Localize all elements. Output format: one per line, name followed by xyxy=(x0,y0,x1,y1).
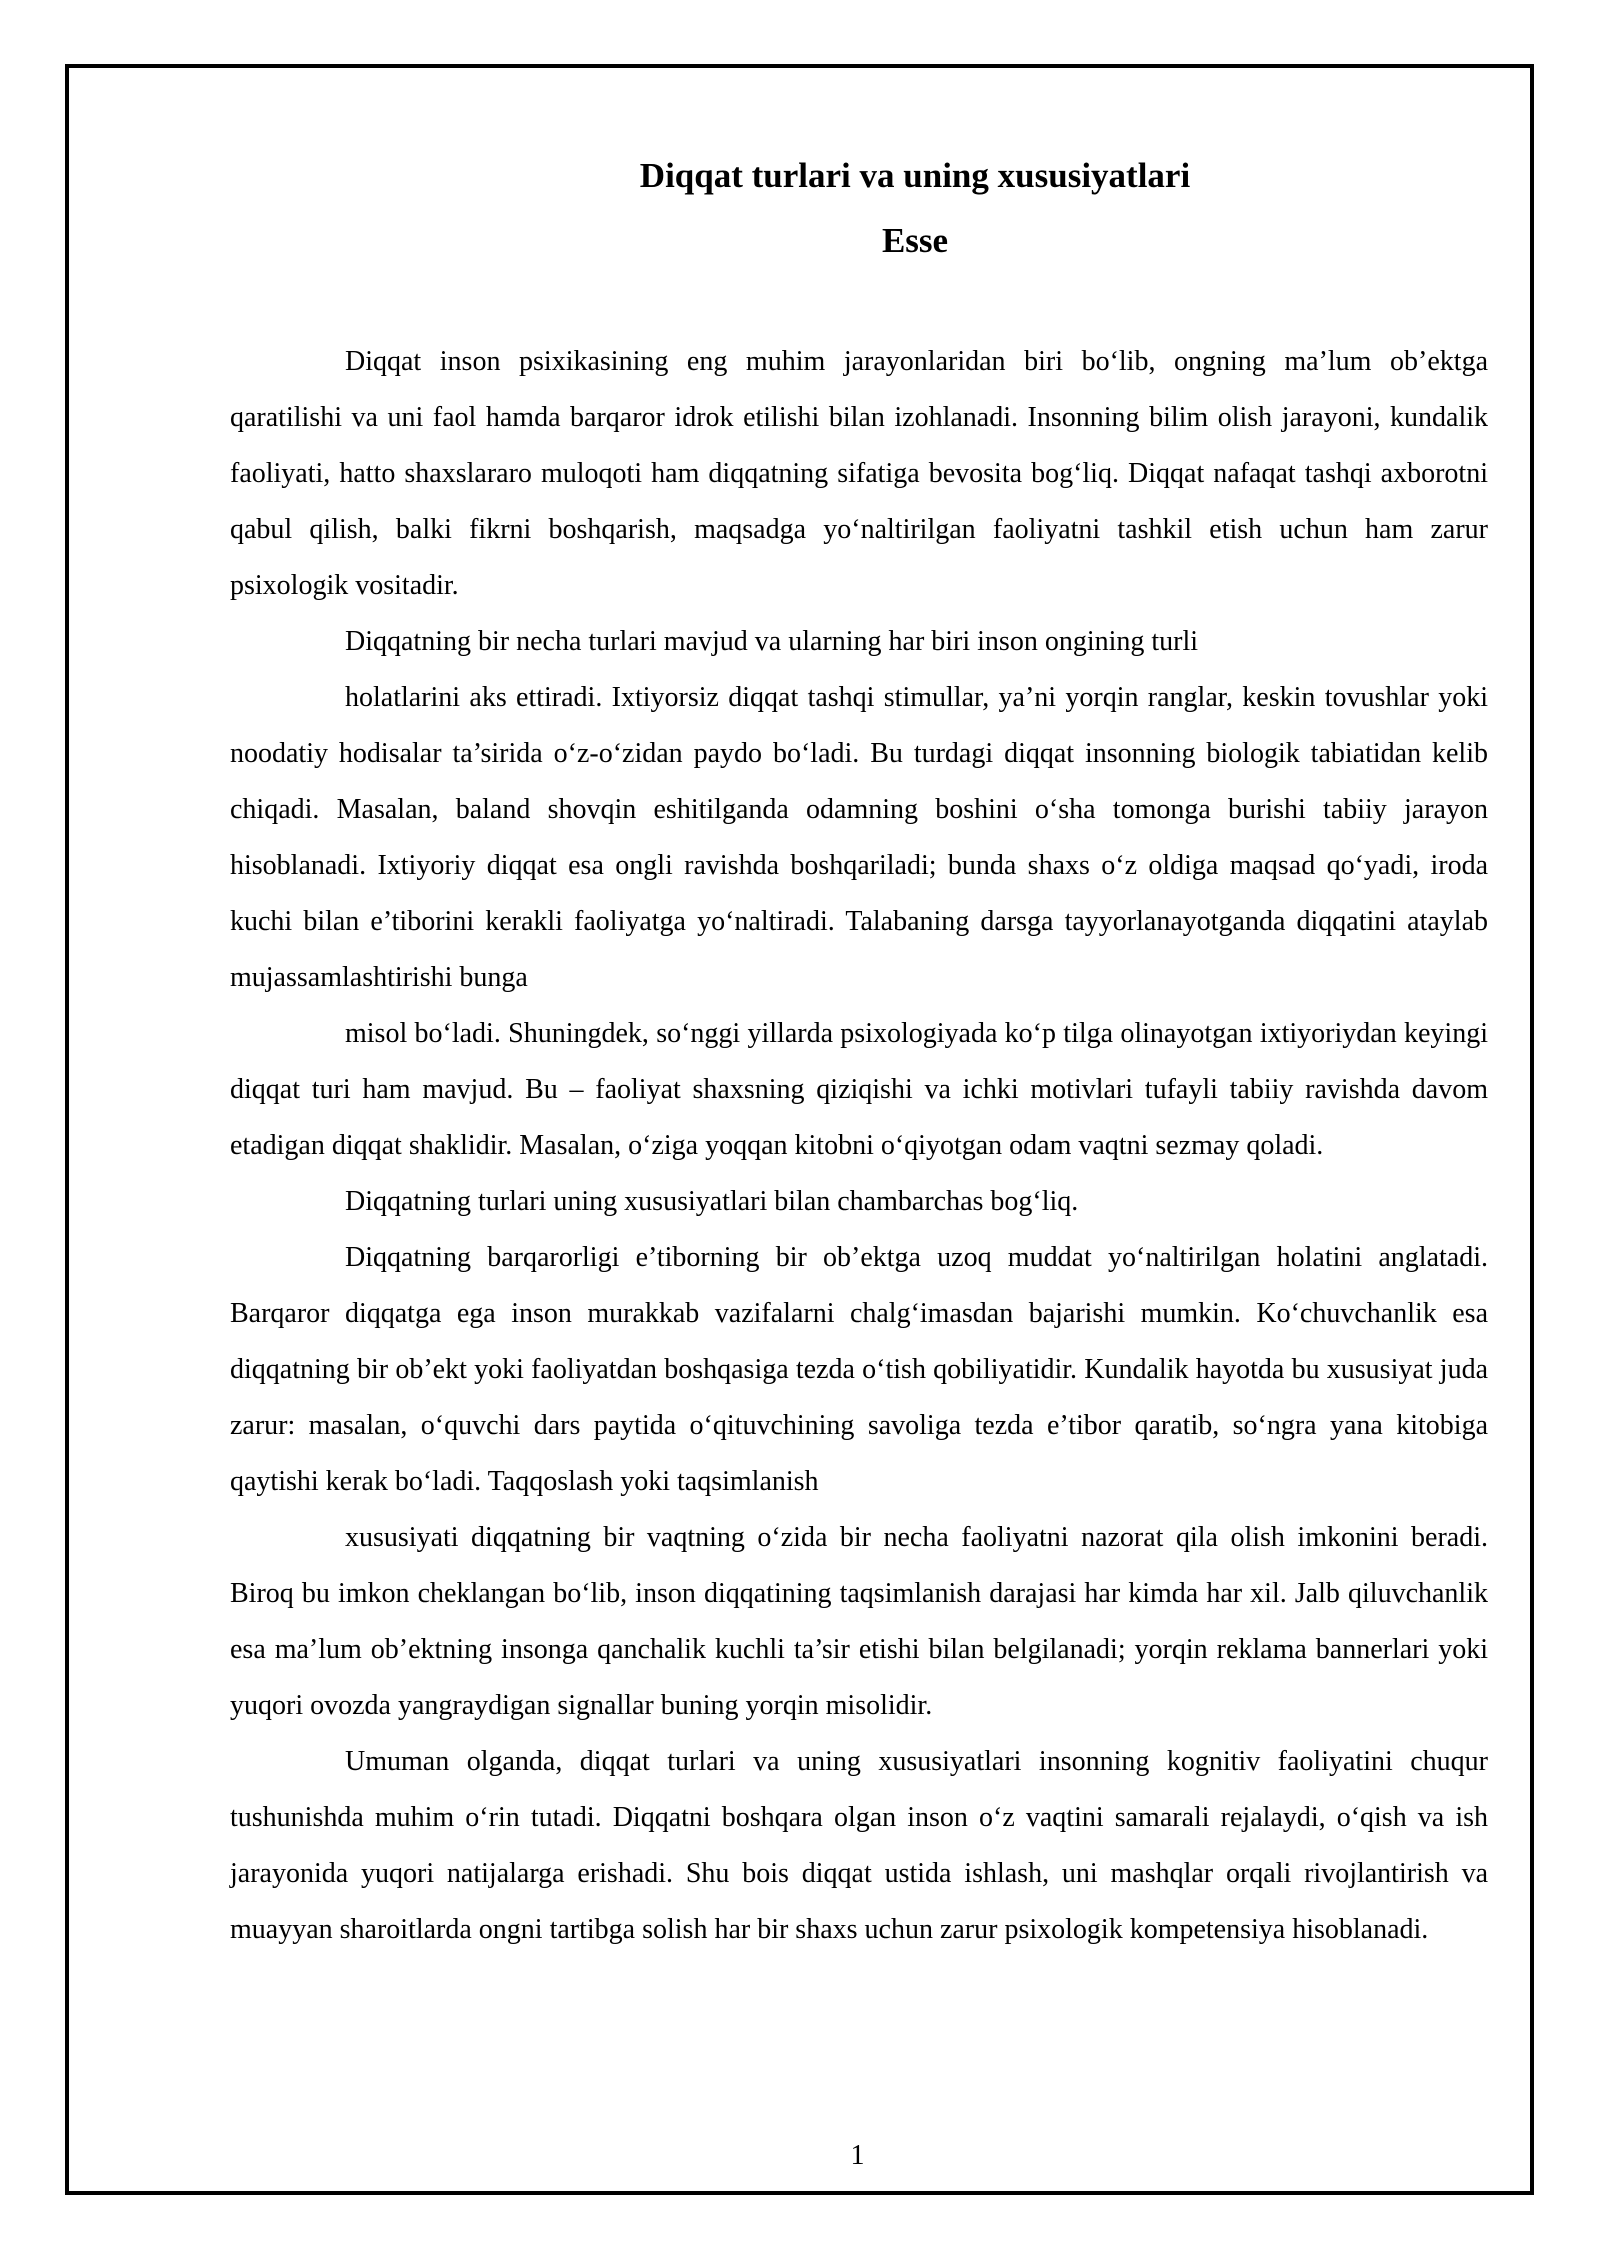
document-body xyxy=(230,334,1488,1958)
paragraph-3: holatlarini aks ettiradi. Ixtiyorsiz diqqat tashqi stimullar, ya’ni yorqin ranglar, keskin tovushlar yoki noodatiy hodisalar ta’sirida o‘z-o‘zidan paydo bo‘ladi. Bu turdagi diqqat insonning biologik tabiatidan kelib chiqadi. Masalan, baland shovqin eshitilganda odamning boshini o‘sha tomonga burishi tabiiy jarayon hisoblanadi. Ixtiyoriy diqqat esa ongli ravishda boshqariladi; bunda shaxs o‘z oldiga maqsad qo‘yadi, iroda kuchi bilan e’tiborini kerakli faoliyatga yo‘naltiradi. Talabaning darsga tayyorlanayotganda diqqatini ataylab mujassamlashtirishi bunga xyxy=(230,682,1488,993)
document-subtitle: Esse xyxy=(881,221,949,260)
paragraph-5: Diqqatning turlari uning xususiyatlari bilan chambarchas bog‘liq. xyxy=(345,1186,1079,1217)
paragraph-1: Diqqat inson psixikasining eng muhim jarayonlaridan biri bo‘lib, ongning ma’lum ob’ektga qaratilishi va uni faol hamda barqaror idrok etilishi bilan izohlanadi. Insonning bilim olish jarayoni, kundalik faoliyati, hatto shaxslararo muloqoti ham diqqatning sifatiga bevosita bog‘liq. Diqqat nafaqat tashqi axborotni qabul qilish, balki fikrni boshqarish, maqsadga yo‘naltirilgan faoliyatni tashkil etish uchun ham zarur psixologik vositadir. xyxy=(230,346,1488,601)
paragraph-8: Umuman olganda, diqqat turlari va uning xususiyatlari insonning kognitiv faoliyatini chuqur tushunishda muhim o‘rin tutadi. Diqqatni boshqara olgan inson o‘z vaqtini samarali rejalaydi, o‘qish va ish jarayonida yuqori natijalarga erishadi. Shu bois diqqat ustida ishlash, uni mashqlar orqali rivojlantirish va muayyan sharoitlarda ongni tartibga solish har bir shaxs uchun zarur psixologik kompetensiya hisoblanadi. xyxy=(230,1746,1488,1945)
paragraph-6: Diqqatning barqarorligi e’tiborning bir ob’ektga uzoq muddat yo‘naltirilgan holatini anglatadi. Barqaror diqqatga ega inson murakkab vazifalarni chalg‘imasdan bajarishi mumkin. Ko‘chuvchanlik esa diqqatning bir ob’ekt yoki faoliyatdan boshqasiga tezda o‘tish qobiliyatidir. Kundalik hayotda bu xususiyat juda zarur: masalan, o‘quvchi dars paytida o‘qituvchining savoliga tezda e’tibor qaratib, so‘ngra yana kitobiga qaytishi kerak bo‘ladi. Taqqoslash yoki taqsimlanish xyxy=(230,1242,1488,1497)
paragraph-4: misol bo‘ladi. Shuningdek, so‘nggi yillarda psixologiyada ko‘p tilga olinayotgan ixtiyoriydan keyingi diqqat turi ham mavjud. Bu – faoliyat shaxsning qiziqishi va ichki motivlari tufayli tabiiy ravishda davom etadigan diqqat shaklidir. Masalan, o‘ziga yoqqan kitobni o‘qiyotgan odam vaqtni sezmay qoladi. xyxy=(230,1018,1488,1161)
page-number: 1 xyxy=(850,2140,865,2171)
paragraph-7: xususiyati diqqatning bir vaqtning o‘zida bir necha faoliyatni nazorat qila olish imkonini beradi. Biroq bu imkon cheklangan bo‘lib, inson diqqatining taqsimlanish darajasi har kimda har xil. Jalb qiluvchanlik esa ma’lum ob’ektning insonga qanchalik kuchli ta’sir etishi bilan belgilanadi; yorqin reklama bannerlari yoki yuqori ovozda yangraydigan signallar buning yorqin misolidir. xyxy=(230,1522,1488,1721)
paragraph-2: Diqqatning bir necha turlari mavjud va ularning har biri inson ongining turli xyxy=(345,626,1199,657)
document-title: Diqqat turlari va uning xususiyatlari xyxy=(639,156,1191,195)
